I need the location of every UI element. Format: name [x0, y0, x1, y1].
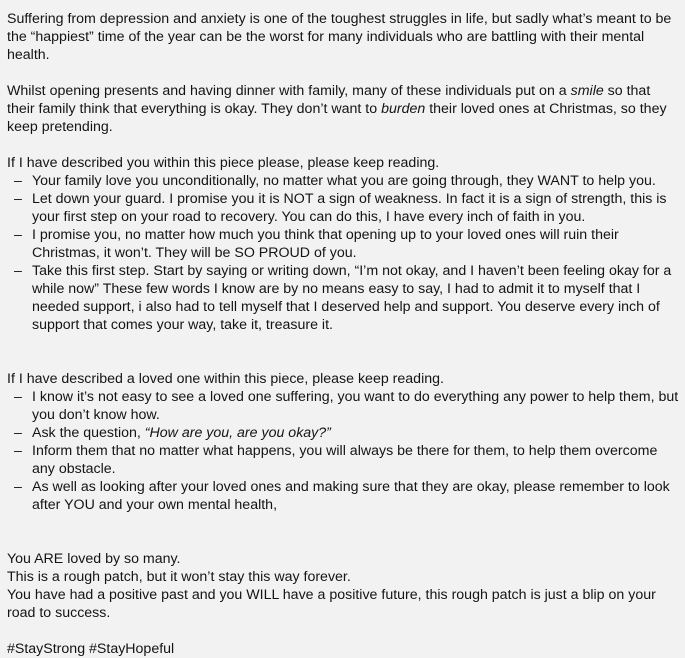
spacer: [7, 136, 679, 154]
intro-paragraph-2-part-2: so that their family think that everything is okay. They don’t want to: [7, 83, 651, 117]
list-item: – I promise you, no matter how much you think that opening up to your loved ones will ruin their Christmas, it won’t. They will be SO PROUD of you.: [7, 226, 679, 262]
intro-paragraph-2-part-1: Whilst opening presents and having dinner with family, many of these individuals put on a: [7, 83, 571, 99]
list-item: – Your family love you unconditionally, no matter what you are going through, they WANT to help you.: [7, 172, 679, 190]
hashtags: #StayStrong #StayHopeful: [7, 641, 175, 657]
closing-line-2: This is a rough patch, but it won’t stay this way forever.: [7, 569, 351, 585]
section-loved-list: [7, 388, 679, 514]
intro-paragraph-2: [7, 82, 679, 136]
intro-paragraph-1: [7, 10, 679, 64]
spacer: [7, 334, 679, 370]
list-item: – As well as looking after your loved ones and making sure that they are okay, please remember to look after YOU and your own mental health,: [7, 478, 679, 514]
list-item: – Take this first step. Start by saying or writing down, “I’m not okay, and I haven’t been feeling okay for a while now” These few words I know are by no means easy to say, I had to admit it to myself that I needed support, i also had to tell myself that I deserved help and support. You deserve every inch of support that comes your way, take it, treasure it.: [7, 262, 679, 334]
list-item: – I know it’s not easy to see a loved one suffering, you want to do everything any power to help them, but you don’t know how.: [7, 388, 679, 424]
spacer: [7, 64, 679, 82]
section-loved-heading: If I have described a loved one within this piece, please keep reading.: [7, 371, 444, 387]
intro-paragraph-2-part-3: their loved ones at Christmas, so they keep pretending.: [7, 101, 667, 135]
list-item: – Let down your guard. I promise you it is NOT a sign of weakness. In fact it is a sign of strength, this is your first step on your road to recovery. You can do this, I have every inch of faith in you.: [7, 190, 679, 226]
emphasis-smile: smile: [570, 83, 604, 99]
closing-line-1: You ARE loved by so many.: [7, 551, 181, 567]
emphasis-burden: burden: [381, 101, 426, 117]
intro-paragraph-1-text: Suffering from depression and anxiety is one of the toughest struggles in life, but sadly what’s meant to be the “happiest” time of the year can be the worst for many individuals who are battling with their mental health.: [7, 11, 672, 63]
spacer: [7, 622, 679, 640]
list-item-question: “How are you, are you okay?”: [144, 425, 331, 441]
section-self-heading: If I have described you within this piece please, please keep reading.: [7, 155, 440, 171]
spacer: [7, 514, 679, 550]
closing-line-3: You have had a positive past and you WILL have a positive future, this rough patch is just a blip on your road to success.: [7, 587, 656, 621]
list-item: [7, 424, 679, 442]
list-item: – Inform them that no matter what happens, you will always be there for them, to help them overcome any obstacle.: [7, 442, 679, 478]
list-item-prefix: Ask the question,: [32, 425, 145, 441]
section-self-list: [7, 172, 679, 334]
